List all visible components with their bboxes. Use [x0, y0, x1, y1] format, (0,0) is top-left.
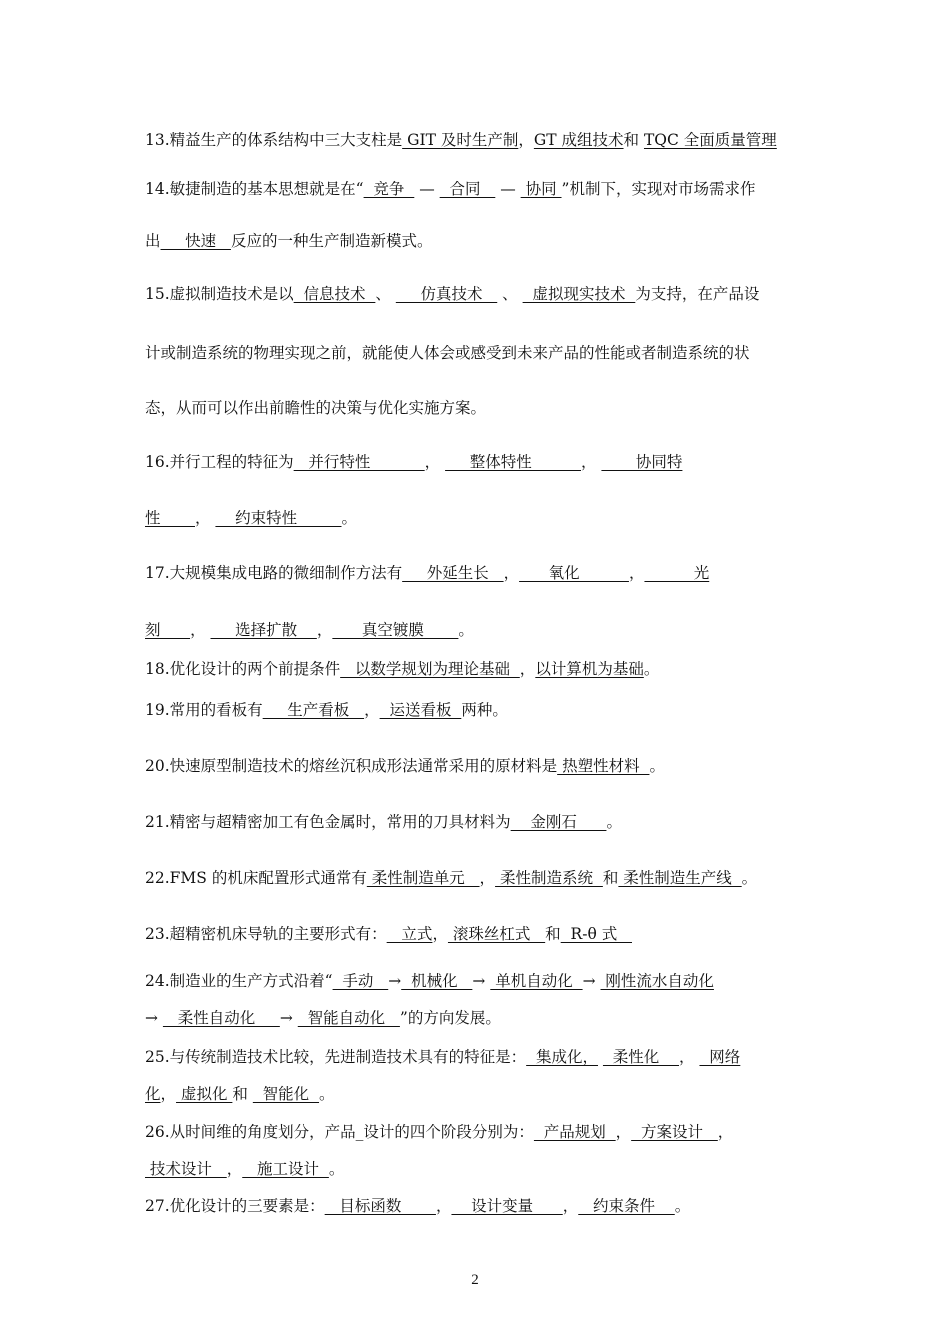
- question-text: ，: [316, 621, 333, 639]
- answer-blank: 光: [644, 564, 710, 582]
- question-text: _: [355, 1123, 364, 1141]
- question-text: ，: [435, 1197, 452, 1215]
- answer-blank: 合同: [439, 180, 496, 198]
- text-line: [145, 867, 807, 889]
- answer-blank: 施工设计: [242, 1160, 329, 1178]
- answer-blank: 虚拟化: [176, 1085, 233, 1103]
- text-line: [145, 178, 807, 200]
- answer-blank: 运送看板: [379, 701, 462, 719]
- question-text: 13.精益生产的体系结构中三大支柱是: [145, 131, 403, 149]
- answer-blank: 刚性流水自动化: [600, 972, 714, 990]
- question-text: 。: [606, 813, 622, 831]
- question-text: 态，从而可以作出前瞻性的决策与优化实施方案。: [145, 399, 487, 417]
- question-text: 。: [674, 1197, 691, 1215]
- question-text: ，: [226, 1160, 243, 1178]
- question-text: →: [472, 972, 491, 990]
- answer-blank: 性: [145, 509, 195, 527]
- text-line: [145, 970, 807, 992]
- question-text: 24.制造业的生产方式沿着“: [145, 972, 333, 990]
- answer-blank: 虚拟现实技术: [522, 285, 636, 303]
- text-line: [145, 619, 807, 641]
- question-text: ”的方向发展。: [399, 1009, 501, 1027]
- answer-blank: 约束特性: [215, 509, 342, 527]
- answer-blank: 金刚石: [510, 813, 607, 831]
- text-line: [145, 397, 807, 419]
- question-text: 26.从时间维的角度划分，产品: [145, 1123, 356, 1141]
- text-line: [145, 1121, 807, 1143]
- answer-blank: GIT 及时生产制: [402, 131, 519, 149]
- question-text: 反应的一种生产制造新模式。: [230, 232, 433, 250]
- answer-blank: 仿真技术: [395, 285, 498, 303]
- question-text: 。: [319, 1085, 335, 1103]
- answer-blank: 并行特性: [293, 453, 425, 471]
- answer-blank: 化: [145, 1085, 161, 1103]
- question-text: 。: [649, 757, 665, 775]
- question-text: ，: [190, 621, 211, 639]
- question-text: 和: [545, 925, 561, 943]
- text-line: [145, 129, 807, 151]
- question-text: 为支持，在产品设: [635, 285, 760, 303]
- answer-blank: 竞争: [363, 180, 415, 198]
- answer-blank: 立式: [386, 925, 433, 943]
- text-line: [145, 342, 807, 364]
- question-text: ，: [519, 660, 536, 678]
- answer-blank: 协同特: [601, 453, 683, 471]
- answer-blank: 快速: [160, 232, 231, 250]
- answer-blank: 信息技术: [293, 285, 376, 303]
- question-text: 16.并行工程的特征为: [145, 453, 294, 471]
- question-text: 20.快速原型制造技术的熔丝沉积成形法通常采用的原材料是: [145, 757, 558, 775]
- text-line: [145, 507, 807, 529]
- question-text: 和: [602, 869, 619, 887]
- question-text: 和: [623, 131, 644, 149]
- question-text: 。: [458, 621, 474, 639]
- question-text: ，: [424, 453, 446, 471]
- question-text: 出: [145, 232, 161, 250]
- question-text: ，: [195, 509, 216, 527]
- question-text: →: [582, 972, 601, 990]
- text-line: [145, 1083, 807, 1105]
- question-text: ”机制下，实现对市场需求作: [561, 180, 756, 198]
- answer-blank: 生产看板: [262, 701, 365, 719]
- question-text: ，: [160, 1085, 177, 1103]
- answer-blank: 外延生长: [402, 564, 504, 582]
- question-text: 14.敏捷制造的基本思想就是在“: [145, 180, 364, 198]
- question-text: 。: [328, 1160, 345, 1178]
- answer-blank: 目标函数: [324, 1197, 436, 1215]
- page-number: 2: [471, 1272, 479, 1288]
- answer-blank: 氧化: [519, 564, 629, 582]
- question-text: ，: [615, 1123, 632, 1141]
- question-text: 22.FMS 的机床配置形式通常有: [145, 869, 367, 887]
- question-text: ，: [628, 564, 645, 582]
- question-text: →: [388, 972, 402, 990]
- question-text: —: [414, 180, 440, 198]
- question-text: 。: [741, 869, 758, 887]
- text-line: [145, 230, 807, 252]
- answer-blank: 协同: [520, 180, 562, 198]
- text-line: [145, 811, 807, 833]
- answer-blank: 设计变量: [451, 1197, 563, 1215]
- question-text: 。: [341, 509, 358, 527]
- question-text: 和: [232, 1085, 253, 1103]
- question-text: ，: [679, 1048, 700, 1066]
- answer-blank: 整体特性: [445, 453, 581, 471]
- question-text: ，: [717, 1123, 734, 1141]
- answer-blank: 选择扩散: [210, 621, 317, 639]
- text-line: [145, 562, 807, 584]
- answer-blank: 柔性制造单元: [366, 869, 480, 887]
- question-text: ，: [503, 564, 520, 582]
- question-text: —: [495, 180, 521, 198]
- answer-blank: 刻: [145, 621, 191, 639]
- answer-blank: 以计算机为基础: [535, 660, 644, 678]
- question-text: 设计的四个阶段分别为：: [363, 1123, 534, 1141]
- answer-blank: 机械化: [401, 972, 473, 990]
- answer-blank: 柔性自动化: [162, 1009, 280, 1027]
- text-line: [145, 699, 807, 721]
- answer-blank: 柔性制造系统: [495, 869, 603, 887]
- text-line: [145, 658, 807, 680]
- answer-blank: 手动: [332, 972, 389, 990]
- question-text: ，: [518, 131, 534, 149]
- answer-blank: 智能化: [252, 1085, 320, 1103]
- question-text: ，: [580, 453, 602, 471]
- answer-blank: 柔性制造生产线: [618, 869, 742, 887]
- question-text: 、: [497, 285, 523, 303]
- question-text: 27.优化设计的三要素是：: [145, 1197, 325, 1215]
- answer-blank: 以数学规划为理论基础: [340, 660, 520, 678]
- answer-blank: 网络: [699, 1048, 741, 1066]
- answer-blank: 滚珠丝杠式: [447, 925, 546, 943]
- answer-blank: 真空镀膜: [332, 621, 459, 639]
- question-text: ，: [364, 701, 380, 719]
- question-text: →: [145, 1009, 163, 1027]
- text-line: [145, 755, 807, 777]
- text-line: [145, 283, 807, 305]
- answer-blank: 单机自动化: [490, 972, 583, 990]
- answer-blank: 技术设计: [145, 1160, 227, 1178]
- question-text: ，: [432, 925, 448, 943]
- text-line: [145, 1195, 807, 1217]
- question-text: 23.超精密机床导轨的主要形式有：: [145, 925, 387, 943]
- text-line: [145, 1046, 807, 1068]
- text-line: [145, 923, 807, 945]
- question-text: 21.精密与超精密加工有色金属时，常用的刀具材料为: [145, 813, 511, 831]
- text-line: [145, 1007, 807, 1029]
- question-text: 17.大规模集成电路的微细制作方法有: [145, 564, 403, 582]
- question-text: 两种。: [461, 701, 508, 719]
- text-line: [145, 451, 807, 473]
- answer-blank: 集成化，: [526, 1048, 599, 1066]
- question-text: 25.与传统制造技术比较，先进制造技术具有的特征是：: [145, 1048, 527, 1066]
- answer-blank: TQC 全面质量管理: [643, 131, 777, 149]
- question-text: ，: [479, 869, 496, 887]
- question-text: 18.优化设计的两个前提条件: [145, 660, 341, 678]
- question-text: 。: [643, 660, 660, 678]
- question-text: →: [279, 1009, 298, 1027]
- answer-blank: 柔性化: [602, 1048, 680, 1066]
- answer-blank: GT 成组技术: [533, 131, 624, 149]
- question-text: 计或制造系统的物理实现之前，就能使人体会或感受到未来产品的性能或者制造系统的状: [145, 344, 750, 362]
- question-text: 19.常用的看板有: [145, 701, 263, 719]
- answer-blank: 智能自动化: [297, 1009, 400, 1027]
- answer-blank: R-θ 式: [560, 925, 632, 943]
- question-text: 15.虚拟制造技术是以: [145, 285, 294, 303]
- answer-blank: 方案设计: [631, 1123, 718, 1141]
- question-text: ，: [562, 1197, 579, 1215]
- question-text: 、: [375, 285, 396, 303]
- answer-blank: 产品规划: [533, 1123, 616, 1141]
- answer-blank: 约束条件: [578, 1197, 675, 1215]
- text-line: [145, 1158, 807, 1180]
- answer-blank: 热塑性材料: [557, 757, 650, 775]
